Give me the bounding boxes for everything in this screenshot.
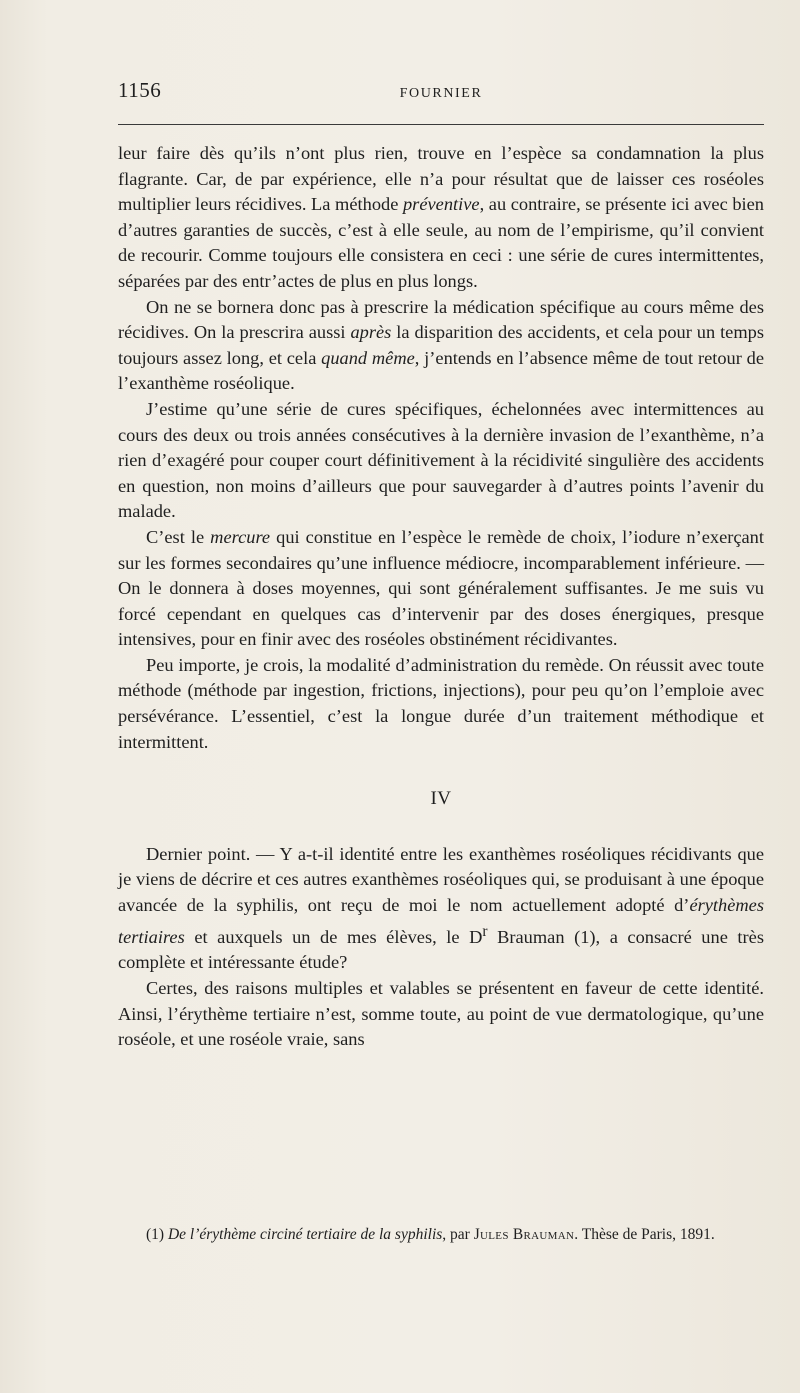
running-head: FOURNIER [399, 86, 483, 101]
page-header [118, 78, 764, 108]
paragraph: C’est le mercure qui constitue en l’espèce le remède de choix, l’iodure n’exerçant sur les formes secondaires qu’une influence médiocre, incomparablement inférieure. — On le donnera à doses moyennes, qui sont généralement suffisantes. Je me suis vu forcé cependant en quelques cas d’intervenir par des doses énergiques, presque intensives, pour en finir avec des roséoles obstinément récidivantes. [118, 526, 764, 650]
footnote-title: De l’érythème circiné tertiaire de la syphilis [167, 1226, 443, 1243]
paragraph: Certes, des raisons multiples et valables se présentent en faveur de cette identité. Ainsi, l’érythème tertiaire n’est, somme toute, au point de vue dermatologique, qu’une roséole, et une roséole vraie, sans [118, 977, 764, 1050]
paragraph: J’estime qu’une série de cures spécifiques, échelonnées avec intermittences au cours des deux ou trois années consécutives à la dernière invasion de l’exanthème, n’a rien d’exagéré pour couper court définitivement à la récidivité singulière des accidents en question, non moins d’ailleurs que pour sauvegarder à d’autres points l’avenir du malade. [118, 398, 764, 522]
paragraph: Dernier point. — Y a-t-il identité entre les exanthèmes roséoliques récidivants que je viens de décrire et ces autres exanthèmes roséoliques qui, se produisant à une époque avancée de la syphilis, ont reçu de moi le nom actuellement adopté d’érythèmes tertiaires et auxquels un de mes élèves, le $D^r$ Brauman (1), a consacré une très complète et intéressante étude? [118, 843, 764, 973]
paragraph: On ne se bornera donc pas à prescrire la médication spécifique au cours même des récidives. On la prescrira aussi après la disparition des accidents, et cela pour un temps toujours assez long, et cela quand même, j’entends en l’absence même de tout retour de l’exanthème roséolique. [118, 296, 764, 394]
italic-term: érythèmes tertiaires [118, 895, 764, 947]
section-heading: IV [430, 788, 452, 810]
footnote-author: Jules Brauman [473, 1226, 575, 1243]
italic-term: préventive [402, 194, 480, 215]
footnote-text: (1) De l’érythème circiné tertiaire de la syphilis, par Jules Brauman. Thèse de Paris, 1891. [146, 1226, 715, 1243]
footnote [118, 1224, 764, 1245]
page-number: 1156 [118, 78, 162, 102]
superscript: r [482, 922, 488, 940]
body-text [118, 141, 764, 1053]
italic-term: quand même [321, 347, 415, 368]
header-rule [118, 124, 764, 125]
italic-term: mercure [210, 526, 271, 547]
paragraph: leur faire dès qu’ils n’ont plus rien, trouve en l’espèce sa condamnation la plus flagrante. Car, de par expérience, elle n’a pour résultat que de laisser ces roséoles multiplier leurs récidives. La méthode préventive, au contraire, se présente ici avec bien d’autres garanties de succès, c’est à elle seule, au nom de l’empirisme, qu’il convient de recourir. Comme toujours elle consistera en ceci : une série de cures intermittentes, séparées par des entr’actes de plus en plus longs. [118, 143, 764, 291]
paragraph: Peu importe, je crois, la modalité d’administration du remède. On réussit avec toute méthode (méthode par ingestion, frictions, injections), pour peu qu’on l’emploie avec persévérance. L’essentiel, c’est la longue durée d’un traitement méthodique et intermittent. [118, 654, 764, 752]
italic-term: après [350, 322, 392, 343]
